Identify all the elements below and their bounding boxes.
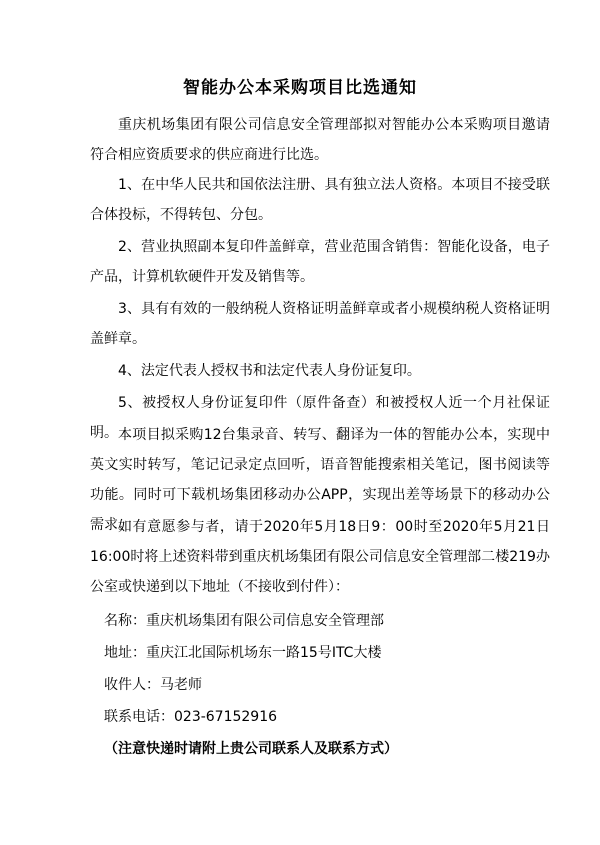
contact-phone: 联系电话：023-67152916 — [104, 709, 278, 725]
contact-recipient: 收件人：马老师 — [104, 677, 202, 693]
requirement-item-2: 2、营业执照副本复印件盖鲜章，营业范围含销售：智能化设备，电子产品，计算机软硬件开发及销售等。 — [90, 239, 550, 285]
delivery-note: （注意快递时请附上贵公司联系人及联系方式） — [104, 741, 398, 757]
requirement-item-4: 4、法定代表人授权书和法定代表人身份证复印。 — [118, 363, 421, 379]
contact-address: 地址：重庆江北国际机场东一路15号ITC大楼 — [104, 645, 382, 661]
requirement-item-3: 3、具有有效的一般纳税人资格证明盖鲜章或者小规模纳税人资格证明盖鲜章。 — [90, 301, 550, 347]
contact-name: 名称：重庆机场集团有限公司信息安全管理部 — [104, 613, 384, 629]
project-description-paragraph: 本项目拟采购12台集录音、转写、翻译为一体的智能办公本，实现中英文实时转写，笔记记录定点回听，语音智能搜索相关笔记，图书阅读等功能。同时可下载机场集团移动办公APP，实现出差等场景下的移动办公需求。 — [90, 427, 550, 533]
intro-paragraph: 重庆机场集团有限公司信息安全管理部拟对智能办公本采购项目邀请符合相应资质要求的供应商进行比选。 — [90, 117, 550, 163]
requirement-item-1: 1、在中华人民共和国依法注册、具有独立法人资格。本项目不接受联合体投标，不得转包、分包。 — [90, 177, 550, 223]
document-title: 智能办公本采购项目比选通知 — [183, 78, 417, 98]
requirement-item-5: 5、被授权人身份证复印件（原件备查）和被授权人近一个月社保证明。 — [90, 395, 550, 441]
submission-paragraph: 如有意愿参与者，请于2020年5月18日9：00时至2020年5月21日16:00时将上述资料带到重庆机场集团有限公司信息安全管理部二楼219办公室或快递到以下地址（不接收到付件）： — [90, 519, 550, 595]
